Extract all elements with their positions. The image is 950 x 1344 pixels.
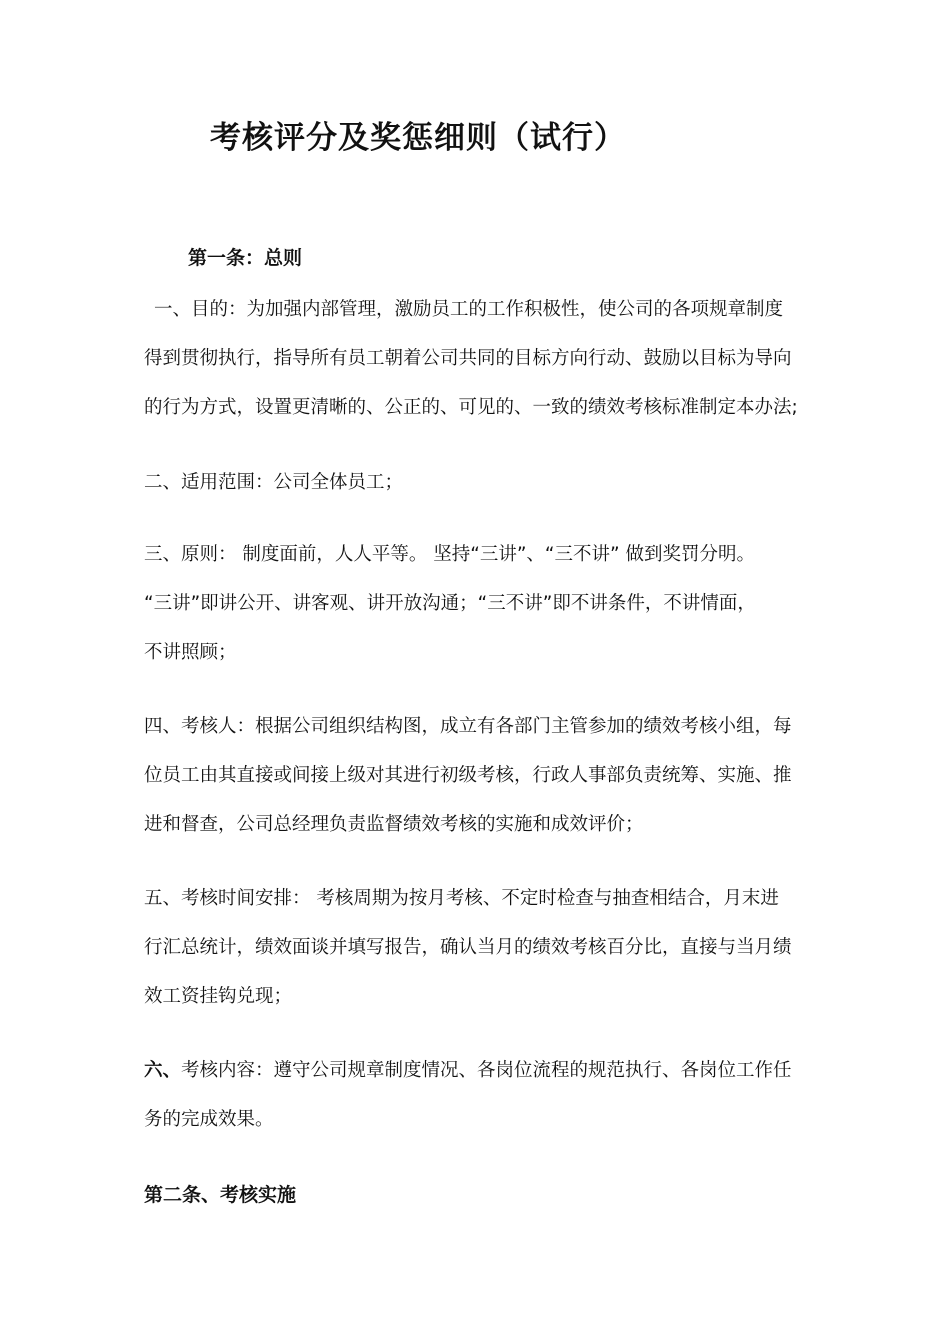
paragraph-line: 不讲照顾； [144, 642, 237, 663]
document-title: 考核评分及奖惩细则（试行） [210, 120, 626, 156]
paragraph-line: 务的完成效果。 [144, 1109, 274, 1130]
paragraph-scope [144, 458, 824, 507]
paragraph-purpose [144, 285, 824, 432]
paragraph-line: 进和督查，公司总经理负责监督绩效考核的实施和成效评价； [144, 814, 644, 835]
paragraph-assessors [144, 702, 824, 849]
paragraph-principles [144, 530, 824, 677]
paragraph-line: 四、考核人：根据公司组织结构图，成立有各部门主管参加的绩效考核小组，每 [144, 716, 792, 737]
section-heading-implementation: 第二条、考核实施 [144, 1184, 297, 1206]
paragraph-line: 的行为方式，设置更清晰的、公正的、可见的、一致的绩效考核标准制定本办法; [144, 397, 798, 418]
section-heading-general: 第一条：总则 [188, 247, 303, 269]
paragraph-line: “三讲”即讲公开、讲客观、讲开放沟通；“三不讲”即不讲条件，不讲情面， [144, 593, 756, 614]
item-number: 六、 [144, 1060, 182, 1081]
paragraph-line: 得到贯彻执行，指导所有员工朝着公司共同的目标方向行动、鼓励以目标为导向 [144, 348, 792, 369]
paragraph-line-text: 考核内容：遵守公司规章制度情况、各岗位流程的规范执行、各岗位工作任 [181, 1060, 792, 1081]
paragraph-line: 效工资挂钩兑现； [144, 986, 293, 1007]
paragraph-line: 二、适用范围：公司全体员工； [144, 472, 404, 493]
paragraph-line: 三、原则： 制度面前，人人平等。 坚持“三讲”、“三不讲” 做到奖罚分明。 [144, 544, 755, 565]
paragraph-line: 五、考核时间安排： 考核周期为按月考核、不定时检查与抽查相结合，月末进 [144, 888, 779, 909]
paragraph-content [144, 1046, 824, 1144]
paragraph-line: 位员工由其直接或间接上级对其进行初级考核，行政人事部负责统筹、实施、推 [144, 765, 792, 786]
paragraph-line: 行汇总统计，绩效面谈并填写报告，确认当月的绩效考核百分比，直接与当月绩 [144, 937, 792, 958]
paragraph-line: 一、目的：为加强内部管理，激励员工的工作积极性，使公司的各项规章制度 [154, 299, 784, 320]
paragraph-schedule [144, 874, 824, 1021]
paragraph-line [144, 1046, 824, 1095]
